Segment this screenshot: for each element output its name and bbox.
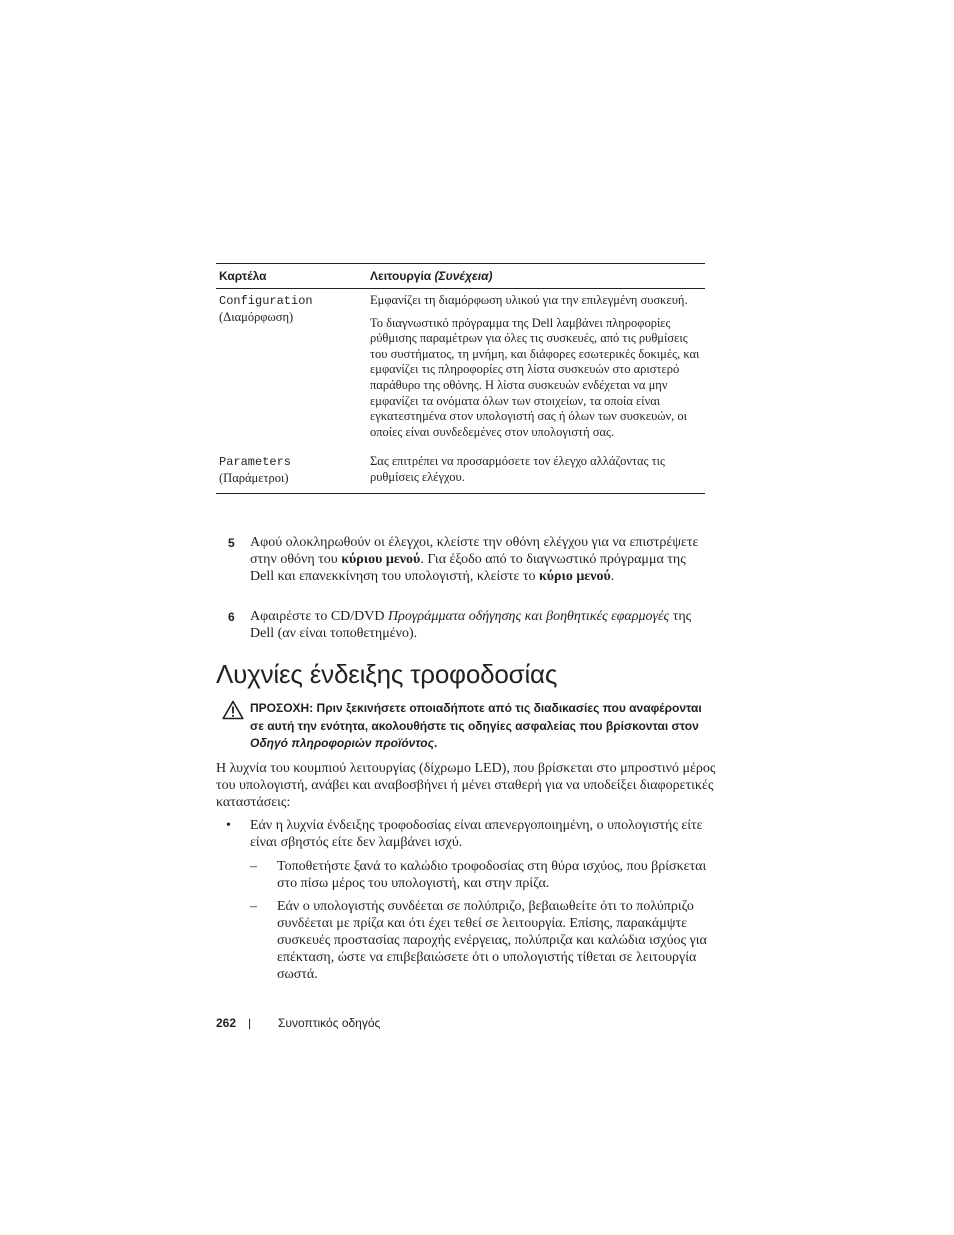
list-item: • Εάν η λυχνία ένδειξης τροφοδοσίας είναι απενεργοποιημένη, ο υπολογιστής είτε είναι σβηστός είτε δεν λαμβάνει ισχύ.: [226, 818, 703, 850]
tab-name-cell: Configuration (Διαμόρφωση): [219, 294, 313, 324]
caution-note: ΠΡΟΣΟΧΗ: Πριν ξεκινήσετε οποιαδήποτε από τις διαδικασίες που αναφέρονται σε αυτή την ενότητα, ακολουθήστε τις οδηγίες ασφαλείας που βρίσκονται στον Οδηγό πληροφοριών προϊόντος.: [222, 700, 712, 753]
main-menu-term: κύριο μενού: [538, 569, 611, 584]
tab-name-cell: Parameters (Παράμετροι): [219, 455, 292, 486]
tab-description-cell: Σας επιτρέπει να προσαρμόσετε τον έλεγχο αλλάζοντας τις ρυθμίσεις ελέγχου.: [370, 454, 665, 484]
caution-label: ΠΡΟΣΟΧΗ:: [250, 701, 314, 715]
drivers-cd-title: Προγράμματα οδήγησης και βοηθητικές εφαρμογές: [388, 609, 670, 624]
intro-paragraph: Η λυχνία του κουμπιού λειτουργίας (δίχρωμο LED), που βρίσκεται στο μπροστινό μέρος του υπολογιστή, ανάβει και αναβοσβήνει ή μένει σταθερή για να υποδείξει διαφορετικές καταστάσεις:: [216, 761, 716, 810]
footer-title: Συνοπτικός οδηγός: [278, 1016, 381, 1030]
footer-separator: |: [248, 1016, 252, 1030]
page-number: 262: [216, 1016, 237, 1030]
warning-triangle-icon: [222, 700, 244, 720]
dash-mark: –: [250, 859, 257, 874]
table-row: [216, 444, 705, 493]
section-title: Λυχνίες ένδειξης τροφοδοσίας: [216, 659, 558, 689]
bullet-mark: •: [226, 818, 231, 833]
header-tab: Καρτέλα: [219, 269, 267, 283]
sub-list-item: – Εάν ο υπολογιστής συνδέεται σε πολύπριζο, βεβαιωθείτε ότι το πολύπριζο συνδέεται με πρίζα και ότι έχει τεθεί σε λειτουργία. Επίσης, παρακάμψτε συσκευές προστασίας παροχής ενέργειας, πολύπριζα και καλώδια ισχύος για επέκταση, ώστε να επιβεβαιώσετε ότι ο υπολογιστής τίθεται σε λειτουργία σωστά.: [250, 899, 707, 982]
step-5: 5 Αφού ολοκληρωθούν οι έλεγχοι, κλείστε την οθόνη ελέγχου για να επιστρέψετε στην οθόνη του κύριου μενού. Για έξοδο από το διαγνωστικό πρόγραμμα της Dell και επανεκκίνηση του υπολογιστή, κλείστε το κύριο μενού.: [228, 535, 699, 584]
diagnostics-tabs-table: [216, 263, 705, 494]
sub-list-item: – Τοποθετήστε ξανά το καλώδιο τροφοδοσίας στη θύρα ισχύος, που βρίσκεται στο πίσω μέρος του υπολογιστή, και στην πρίζα.: [250, 859, 707, 891]
table-row: [216, 289, 705, 444]
dash-mark: –: [250, 899, 257, 914]
tab-description-cell: Εμφανίζει τη διαμόρφωση υλικού για την επιλεγμένη συσκευή. Το διαγνωστικό πρόγραμμα της Dell λαμβάνει πληροφορίες ρύθμισης παραμέτρων για όλες τις συσκευές, από τις ρυθμίσεις του συστήματος, τη μνήμη, και διάφορες εσωτερικές δοκιμές, και εμφανίζει τις πληροφορίες στη λίστα συσκευών στο αριστερό παράθυρο της οθόνης. Η λίστα συσκευών ενδέχεται να μην εμφανίζει τα ονόματα όλων των στοιχείων, τα οποία είναι εγκατεστημένα στον υπολογιστή σας ή όλων των συσκευών, οι οποίες είναι συνδεδεμένες στον υπολογιστή σας.: [370, 293, 700, 439]
main-menu-term: κύριου μενού: [341, 552, 421, 567]
header-function: Λειτουργία (Συνέχεια): [370, 269, 493, 283]
table-header: [216, 264, 705, 288]
step-6: 6 Αφαιρέστε το CD/DVD Προγράμματα οδήγησης και βοηθητικές εφαρμογές της Dell (αν είναι τοποθετημένο).: [228, 609, 692, 641]
product-info-guide-title: Οδηγό πληροφοριών προϊόντος: [250, 736, 434, 750]
